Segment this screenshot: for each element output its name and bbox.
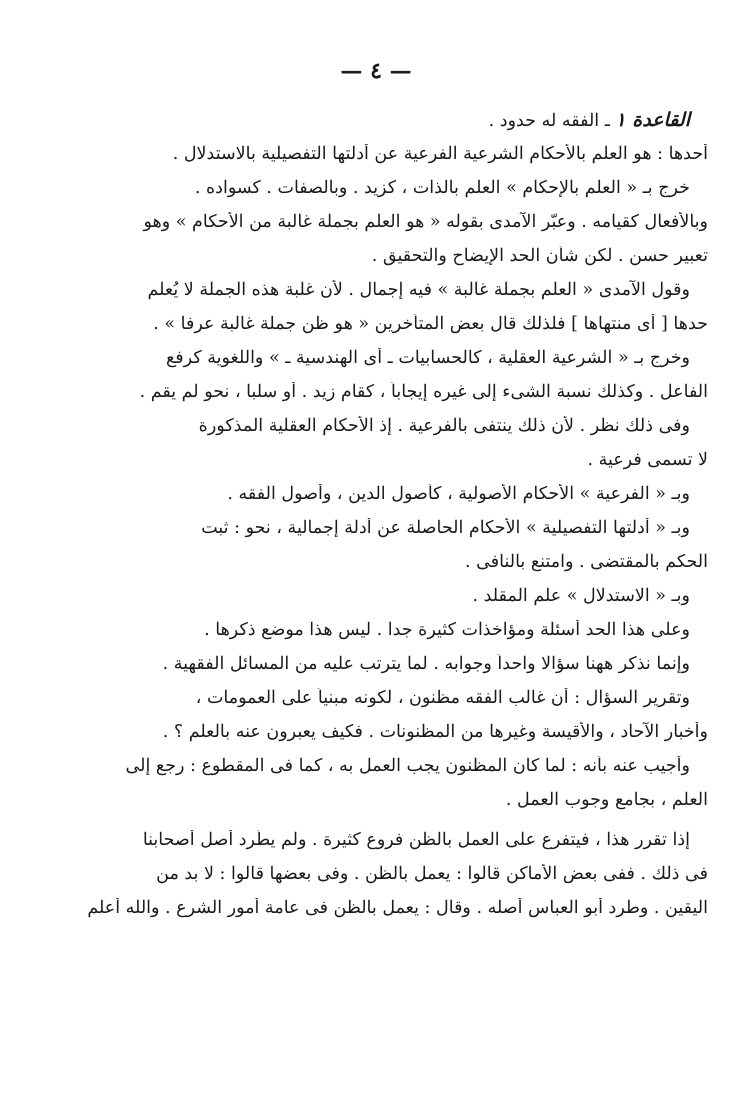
rule-label: القاعدة ١	[615, 110, 690, 131]
page-text	[56, 110, 708, 932]
text-line: إذا تقرر هذا ، فيتفرع على العمل بالظن فروع كثيرة . ولم يطّرد أصل أصحابنا	[142, 830, 690, 850]
text-line: وعلى هذا الحد أسئلة ومؤاخذات كثيرة جدا . ليس هذا موضع ذكرها .	[204, 620, 690, 640]
text-line: وبـ « أدلتها التفصيلية » الأحكام الحاصلة عن أدلة إجمالية ، نحو : ثبت	[201, 518, 690, 538]
text-line: العلم ، بجامع وجوب العمل .	[505, 790, 708, 810]
text-line: فى ذلك . ففى بعض الأماكن قالوا : يعمل بالظن . وفى بعضها قالوا : لا بد من	[156, 864, 708, 884]
text-line: وخرج بـ « الشرعية العقلية ، كالحسابيات ـ أى الهندسية ـ » واللغوية كرفع	[165, 348, 690, 368]
text-line: لا تسمى فرعية .	[587, 450, 708, 470]
text-line: وأجيب عنه بأنه : لما كان المظنون يجب العمل به ، كما فى المقطوع : رجع إلى	[125, 756, 690, 776]
text-line: وإنما نذكر ههنا سؤالا واحداً وجوابه . لما يترتب عليه من المسائل الفقهية .	[162, 654, 690, 674]
text-line: اليقين . وطرد أبو العباس أصله . وقال : يعمل بالظن فى عامة أمور الشرع . والله أعلم	[87, 898, 708, 918]
page-number: — ٤ —	[340, 58, 412, 84]
text-line: الفاعل . وكذلك نسبة الشىء إلى غيره إيجاباً ، كقام زيد . أو سلبا ، نحو لم يقم .	[139, 382, 708, 402]
rule-heading-text: ـ الفقه له حدود .	[488, 111, 616, 131]
text-line: خرج بـ « العلم بالإحكام » العلم بالذات ، كزيد . وبالصفات . كسواده .	[194, 178, 690, 198]
text-line: وبـ « الفرعية » الأحكام الأصولية ، كأصول الدين ، وأصول الفقه .	[227, 484, 690, 504]
text-line: وأخبار الآحاد ، والأقيسة وغيرها من المظنونات . فكيف يعبرون عنه بالعلم ؟ .	[162, 722, 708, 742]
text-line: الحكم بالمقتضى . وامتنع بالنافى .	[465, 552, 708, 572]
text-line: وتقرير السؤال : أن غالب الفقه مظنون ، لكونه مبنياً على العمومات ،	[195, 688, 690, 708]
text-line: وبـ « الاستدلال » علم المقلد .	[472, 586, 690, 606]
rule-heading	[56, 110, 708, 144]
text-line: حدها [ أى منتهاها ] فلذلك قال بعض المتأخرين « هو ظن جملة غالبة عرفا » .	[153, 314, 708, 334]
text-line: وبالأفعال كقيامه . وعبّر الآمدى بقوله « هو العلم بجملة غالبة من الأحكام » وهو	[143, 212, 708, 232]
text-line: وفى ذلك نظر . لأن ذلك ينتفى بالفرعية . إذ الأحكام العقلية المذكورة	[198, 416, 690, 436]
text-line: أحدها : هو العلم بالأحكام الشرعية الفرعية عن أدلتها التفصيلية بالاستدلال .	[172, 144, 708, 164]
text-line: تعبير حسن . لكن شأن الحد الإيضاح والتحقيق .	[371, 246, 708, 266]
text-line: وقول الآمدى « العلم بجملة غالبة » فيه إجمال . لأن غلبة هذه الجملة لا يُعلم	[147, 280, 690, 300]
